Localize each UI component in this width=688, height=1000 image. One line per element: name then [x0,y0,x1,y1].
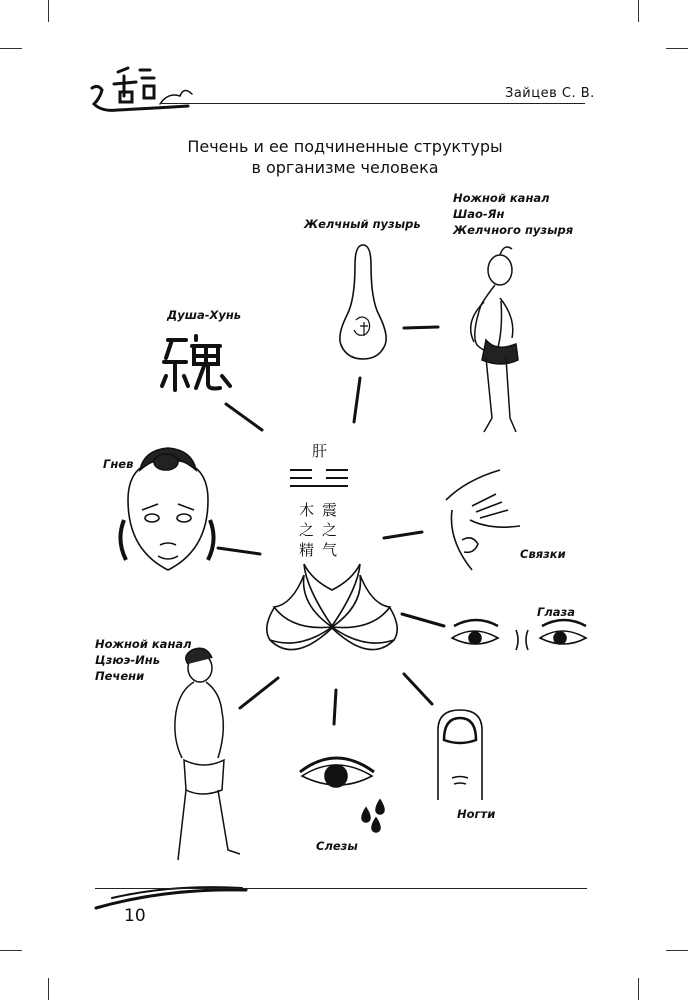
title-line-2: в организме человека [251,158,439,177]
anger-face [120,448,213,570]
label-anger: Гнев [103,457,134,471]
eyes-drawing [452,620,586,650]
trigram [290,470,348,486]
label-nails: Ногти [457,807,496,821]
lotus-drawing [267,564,397,650]
center-top-char: 肝 [312,442,328,460]
gall-channel-figure [471,247,518,432]
label-gall-bladder: Желчный пузырь [304,217,421,231]
tears-drawing [300,758,384,832]
soul-character [162,336,230,390]
header-rule [160,103,585,104]
page-title [120,136,570,178]
footer-brush [96,887,246,908]
label-soul: Душа-Хунь [167,308,242,322]
ligaments-drawing [446,470,520,570]
page-number: 10 [124,906,146,926]
label-liver-channel: Ножной канал Цзюэ-Инь Печени [95,637,192,683]
footer-rule [95,888,587,889]
calligraphy-logo [92,68,192,110]
title-line-1: Печень и ее подчиненные структуры [187,137,503,156]
label-gall-channel: Ножной канал Шао-Ян Желчного пузыря [453,191,574,237]
nails-drawing [438,710,482,800]
header-author: Зайцев С. В. [505,86,595,101]
label-tears: Слезы [316,839,358,853]
center-col-2: 震 之 气 [322,501,338,559]
gall-bladder-drawing [340,245,386,359]
label-eyes: Глаза [537,605,575,619]
label-ligaments: Связки [520,547,566,561]
center-col-1: 木 之 精 [299,501,315,559]
